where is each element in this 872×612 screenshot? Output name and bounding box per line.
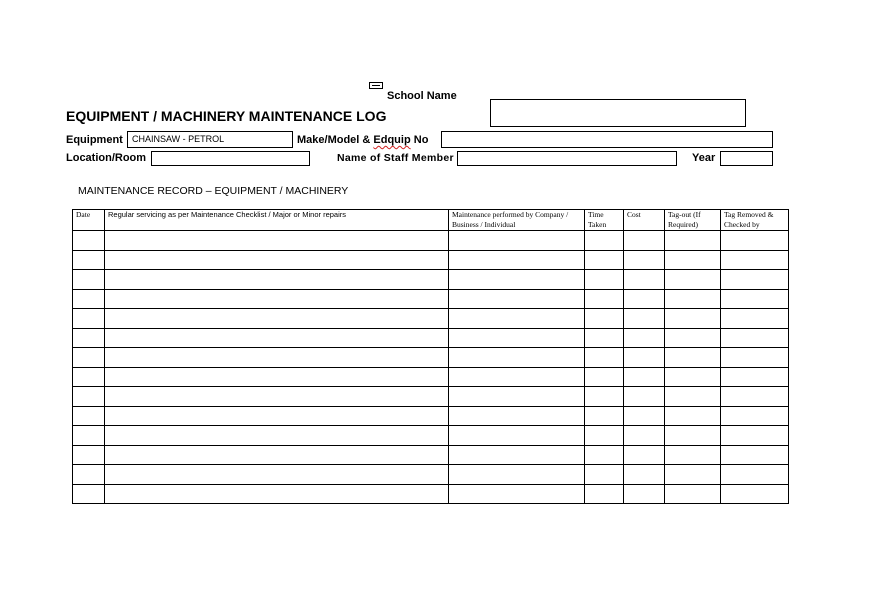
equipment-label: Equipment (66, 134, 123, 146)
section-title: MAINTENANCE RECORD – EQUIPMENT / MACHINERY (78, 185, 349, 197)
table-cell[interactable] (624, 231, 665, 251)
table-cell[interactable] (73, 270, 105, 290)
table-cell[interactable] (665, 445, 721, 465)
table-cell[interactable] (105, 426, 449, 446)
col-time-taken: Time Taken (585, 210, 624, 231)
table-cell[interactable] (449, 387, 585, 407)
table-cell[interactable] (624, 387, 665, 407)
table-cell[interactable] (624, 309, 665, 329)
table-cell[interactable] (73, 387, 105, 407)
table-cell[interactable] (624, 348, 665, 368)
table-cell[interactable] (721, 348, 789, 368)
table-cell[interactable] (585, 445, 624, 465)
table-row (73, 348, 789, 368)
table-row (73, 328, 789, 348)
table-cell[interactable] (624, 328, 665, 348)
table-cell[interactable] (624, 367, 665, 387)
table-row (73, 270, 789, 290)
make-model-label-misspelled: Edquip (373, 134, 411, 146)
table-cell[interactable] (665, 367, 721, 387)
table-cell[interactable] (624, 465, 665, 485)
table-cell[interactable] (665, 250, 721, 270)
table-cell[interactable] (585, 387, 624, 407)
location-field[interactable] (151, 151, 310, 166)
table-cell[interactable] (449, 445, 585, 465)
table-cell[interactable] (105, 250, 449, 270)
table-cell[interactable] (721, 328, 789, 348)
table-cell[interactable] (585, 348, 624, 368)
col-tag-out: Tag-out (If Required) (665, 210, 721, 231)
table-cell[interactable] (585, 328, 624, 348)
table-cell[interactable] (665, 270, 721, 290)
table-cell[interactable] (721, 250, 789, 270)
table-row (73, 367, 789, 387)
table-cell[interactable] (105, 367, 449, 387)
table-row (73, 484, 789, 504)
equipment-value: CHAINSAW - PETROL (132, 134, 225, 144)
table-cell[interactable] (624, 406, 665, 426)
table-row (73, 445, 789, 465)
table-cell[interactable] (721, 484, 789, 504)
table-cell[interactable] (665, 406, 721, 426)
table-cell[interactable] (449, 426, 585, 446)
table-row (73, 387, 789, 407)
table-cell[interactable] (721, 465, 789, 485)
table-cell[interactable] (624, 270, 665, 290)
table-cell[interactable] (624, 426, 665, 446)
table-cell[interactable] (585, 309, 624, 329)
table-cell[interactable] (449, 328, 585, 348)
table-cell[interactable] (665, 328, 721, 348)
table-cell[interactable] (105, 348, 449, 368)
table-cell[interactable] (73, 406, 105, 426)
staff-label: Name of Staff Member (337, 152, 454, 164)
table-cell[interactable] (73, 484, 105, 504)
table-cell[interactable] (585, 465, 624, 485)
table-body (73, 231, 789, 504)
year-field[interactable] (720, 151, 773, 166)
table-cell[interactable] (73, 250, 105, 270)
table-cell[interactable] (585, 250, 624, 270)
table-cell[interactable] (449, 406, 585, 426)
table-cell[interactable] (665, 426, 721, 446)
table-cell[interactable] (105, 445, 449, 465)
table-row (73, 250, 789, 270)
table-cell[interactable] (721, 426, 789, 446)
table-cell[interactable] (105, 231, 449, 251)
table-cell[interactable] (449, 270, 585, 290)
table-cell[interactable] (665, 289, 721, 309)
table-cell[interactable] (721, 445, 789, 465)
table-cell[interactable] (585, 484, 624, 504)
table-cell[interactable] (721, 367, 789, 387)
table-cell[interactable] (585, 231, 624, 251)
school-name-field[interactable] (490, 99, 746, 127)
table-row (73, 231, 789, 251)
table-row (73, 465, 789, 485)
document-icon (369, 82, 383, 89)
table-cell[interactable] (73, 465, 105, 485)
table-cell[interactable] (73, 367, 105, 387)
table-cell[interactable] (73, 289, 105, 309)
table-cell[interactable] (585, 406, 624, 426)
table-cell[interactable] (73, 445, 105, 465)
table-cell[interactable] (665, 465, 721, 485)
table-cell[interactable] (449, 484, 585, 504)
table-cell[interactable] (721, 231, 789, 251)
table-cell[interactable] (449, 465, 585, 485)
col-date: Date (73, 210, 105, 231)
location-label: Location/Room (66, 152, 147, 164)
table-cell[interactable] (624, 445, 665, 465)
table-row (73, 406, 789, 426)
table-cell[interactable] (721, 406, 789, 426)
table-cell[interactable] (105, 484, 449, 504)
table-row (73, 426, 789, 446)
table-cell[interactable] (449, 231, 585, 251)
year-label: Year (692, 152, 716, 164)
table-cell[interactable] (665, 348, 721, 368)
make-model-label-part3: No (410, 134, 429, 146)
table-row (73, 309, 789, 329)
table-row (73, 289, 789, 309)
table-cell[interactable] (665, 387, 721, 407)
table-cell[interactable] (585, 367, 624, 387)
table-cell[interactable] (449, 309, 585, 329)
col-cost: Cost (624, 210, 665, 231)
table-cell[interactable] (721, 309, 789, 329)
table-header-row (73, 210, 789, 231)
table-cell[interactable] (721, 289, 789, 309)
school-name-label: School Name (387, 90, 457, 102)
table-cell[interactable] (624, 289, 665, 309)
table-cell[interactable] (665, 484, 721, 504)
table-cell[interactable] (585, 426, 624, 446)
col-tag-removed: Tag Removed & Checked by (721, 210, 789, 231)
col-servicing: Regular servicing as per Maintenance Checklist / Major or Minor repairs (105, 210, 449, 231)
maintenance-log-table (72, 209, 789, 504)
equipment-field[interactable] (127, 131, 293, 148)
table-cell[interactable] (105, 289, 449, 309)
table-cell[interactable] (105, 328, 449, 348)
table-cell[interactable] (449, 348, 585, 368)
table-cell[interactable] (721, 270, 789, 290)
table-cell[interactable] (73, 328, 105, 348)
make-model-label-part1: Make/Model & (297, 134, 374, 146)
table-cell[interactable] (721, 387, 789, 407)
table-cell[interactable] (585, 270, 624, 290)
table-cell[interactable] (73, 348, 105, 368)
table-cell[interactable] (665, 231, 721, 251)
table-cell[interactable] (105, 309, 449, 329)
table-cell[interactable] (105, 387, 449, 407)
table-cell[interactable] (73, 426, 105, 446)
table-cell[interactable] (665, 309, 721, 329)
staff-field[interactable] (457, 151, 677, 166)
table-cell[interactable] (585, 289, 624, 309)
table-cell[interactable] (73, 309, 105, 329)
table-cell[interactable] (105, 406, 449, 426)
table-cell[interactable] (449, 289, 585, 309)
table-cell[interactable] (624, 250, 665, 270)
table-cell[interactable] (73, 231, 105, 251)
table-cell[interactable] (449, 367, 585, 387)
table-cell[interactable] (449, 250, 585, 270)
table-cell[interactable] (105, 270, 449, 290)
make-model-field[interactable] (441, 131, 773, 148)
make-model-label (297, 134, 428, 146)
page-title: EQUIPMENT / MACHINERY MAINTENANCE LOG (66, 108, 387, 124)
table-cell[interactable] (624, 484, 665, 504)
col-performed-by: Maintenance performed by Company / Business / Individual (449, 210, 585, 231)
table-cell[interactable] (105, 465, 449, 485)
